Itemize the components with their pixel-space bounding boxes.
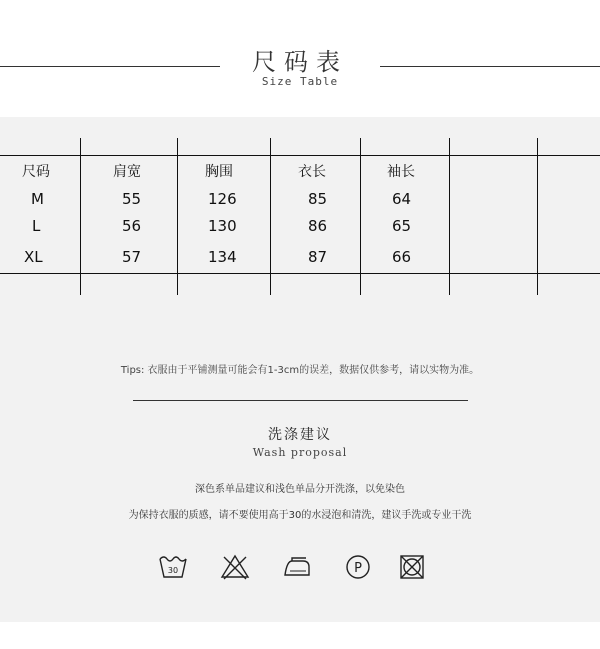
table-header-cell: 胸围 bbox=[205, 164, 233, 180]
page-subtitle: Size Table bbox=[261, 75, 339, 88]
table-cell: 126 bbox=[208, 190, 237, 208]
table-cell: 130 bbox=[208, 217, 237, 235]
divider bbox=[133, 400, 468, 401]
table-hline bbox=[0, 155, 600, 156]
svg-text:P: P bbox=[354, 561, 362, 576]
table-cell: 57 bbox=[122, 248, 142, 266]
svg-text:30: 30 bbox=[167, 566, 179, 575]
dry-clean-p-icon bbox=[343, 553, 373, 581]
table-cell: 134 bbox=[208, 248, 237, 266]
table-cell: 64 bbox=[392, 190, 412, 208]
table-header-cell: 袖长 bbox=[387, 164, 415, 180]
table-header-cell: 肩宽 bbox=[113, 164, 141, 180]
table-header-cell: 衣长 bbox=[298, 164, 326, 180]
wash-instruction: 深色系单品建议和浅色单品分开洗涤，以免染色 bbox=[195, 484, 405, 495]
table-cell: L bbox=[32, 217, 41, 235]
iron-low-icon bbox=[282, 553, 312, 581]
table-cell: XL bbox=[24, 248, 43, 266]
table-vline bbox=[177, 138, 178, 295]
table-vline bbox=[80, 138, 81, 295]
wash-title: 洗涤建议 bbox=[268, 427, 332, 443]
table-hline bbox=[0, 273, 600, 274]
no-tumble-dry-icon bbox=[397, 553, 427, 581]
table-cell: 66 bbox=[392, 248, 412, 266]
tips-text: Tips: 衣服由于平铺测量可能会有1-3cm的误差，数据仅供参考，请以实物为准。 bbox=[120, 365, 480, 376]
table-cell: 55 bbox=[122, 190, 142, 208]
table-vline bbox=[270, 138, 271, 295]
table-cell: 56 bbox=[122, 217, 142, 235]
wash-instruction: 为保持衣服的质感，请不要使用高于30的水浸泡和清洗，建议手洗或专业干洗 bbox=[128, 510, 472, 521]
table-cell: 87 bbox=[308, 248, 328, 266]
page-title: 尺码表 bbox=[252, 48, 348, 76]
wash-subtitle: Wash proposal bbox=[252, 446, 348, 459]
table-cell: 86 bbox=[308, 217, 328, 235]
table-header-cell: 尺码 bbox=[22, 164, 50, 180]
table-vline bbox=[449, 138, 450, 295]
table-vline bbox=[360, 138, 361, 295]
table-vline bbox=[537, 138, 538, 295]
wash-30-icon bbox=[158, 553, 188, 581]
no-bleach-icon bbox=[220, 553, 250, 581]
table-cell: M bbox=[31, 190, 44, 208]
table-cell: 65 bbox=[392, 217, 412, 235]
table-cell: 85 bbox=[308, 190, 328, 208]
